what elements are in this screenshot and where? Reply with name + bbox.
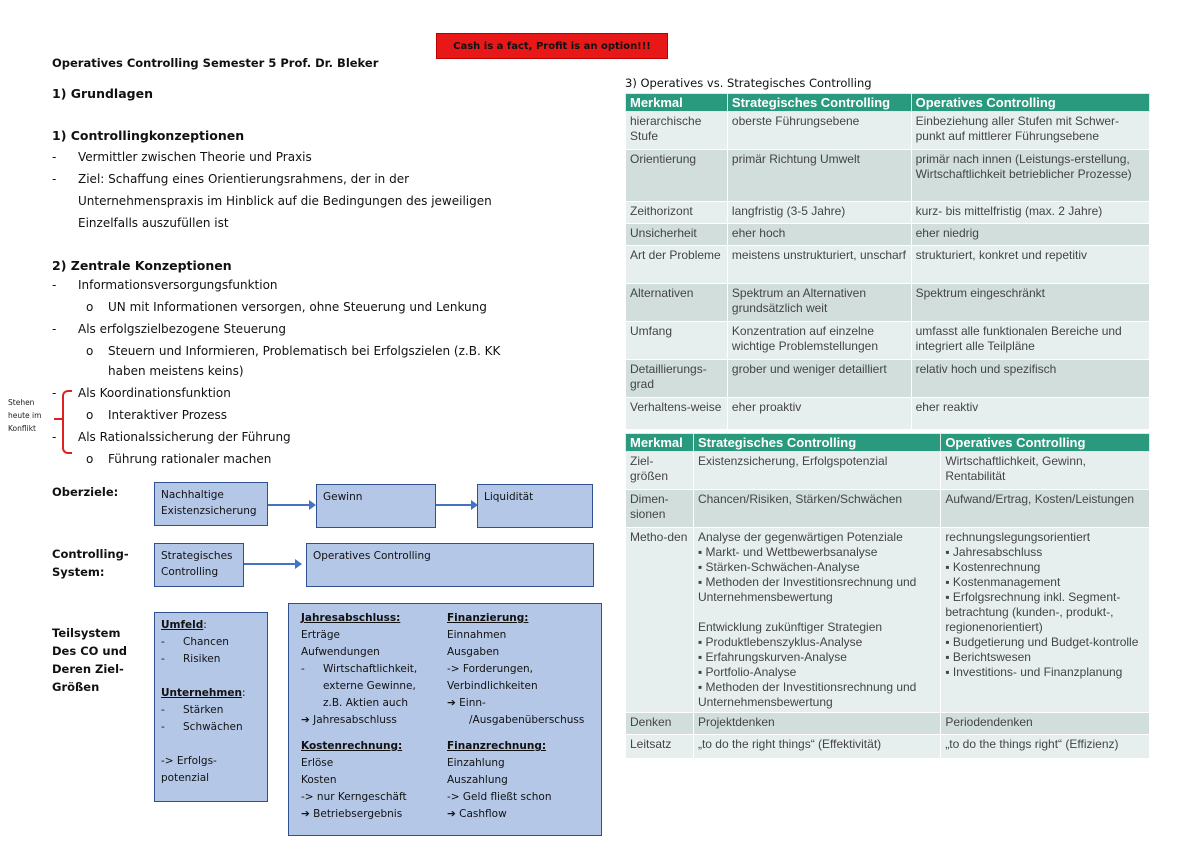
table-row: Dimen-sionen Chancen/Risiken, Stärken/Schwächen Aufwand/Ertrag, Kosten/Leistungen — [626, 490, 1150, 528]
list-item: - Ziel: Schaffung eines Orientierungsrahmens, der in der — [52, 172, 410, 186]
arrow-icon — [244, 563, 296, 565]
sub-list-item: o Interaktiver Prozess — [86, 408, 227, 422]
teilsystem-label: Teilsystem Des CO und Deren Ziel- Größen — [52, 626, 128, 694]
jahresabschluss-block: Jahresabschluss: Erträge Aufwendungen - Wirtschaftlichkeit, externe Gewinne, z.B. Aktien auch ➔ Jahresabschluss — [301, 612, 418, 726]
red-brace-icon — [62, 390, 72, 454]
sub-list-item: o Führung rationaler machen — [86, 452, 272, 466]
arrow-right-icon: ➔ — [447, 808, 456, 820]
table-row: Unsicherheit eher hoch eher niedrig — [626, 224, 1150, 246]
kostenrechnung-block: Kostenrechnung: Erlöse Kosten -> nur Kerngeschäft ➔ Betriebsergebnis — [301, 740, 407, 820]
list-item: - Vermittler zwischen Theorie und Praxis — [52, 150, 312, 164]
list-item-cont: Unternehmenspraxis im Hinblick auf die Bedingungen des jeweiligen — [78, 194, 492, 208]
finanzrechnung-block: Finanzrechnung: Einzahlung Auszahlung -> Geld fließt schon ➔ Cashflow — [447, 740, 552, 820]
oberziele-label: Oberziele: — [52, 485, 119, 499]
finanzierung-block: Finanzierung: Einnahmen Ausgaben -> Forderungen, Verbindlichkeiten ➔ Einn- /Ausgabenüberschuss — [447, 612, 585, 726]
sub-list-item: o UN mit Informationen versorgen, ohne Steuerung und Lenkung — [86, 300, 487, 314]
arrow-right-icon: ➔ — [447, 697, 456, 709]
table-row: hierarchische Stufe oberste Führungsebene Einbeziehung aller Stufen mit Schwer-punkt auf mittlerer Führungsebene — [626, 112, 1150, 150]
sub-list-item-cont: haben meistens keins) — [108, 364, 244, 378]
umfeld-box: Umfeld: - Chancen - Risiken Unternehmen: - Stärken - Schwächen -> Erfolgs- potenzial — [154, 612, 268, 802]
oberziel-gewinn: Gewinn — [316, 484, 436, 528]
table-row: Ziel-größen Existenzsicherung, Erfolgspotenzial Wirtschaftlichkeit, Gewinn, Rentabilität — [626, 452, 1150, 490]
teilsystem-box — [288, 603, 602, 836]
table-row: Denken Projektdenken Periodendenken — [626, 713, 1150, 735]
table-row: Zeithorizont langfristig (3-5 Jahre) kurz- bis mittelfristig (max. 2 Jahre) — [626, 202, 1150, 224]
list-item: - Als Koordinationsfunktion — [52, 386, 231, 400]
controlling-system-label: Controlling- System: — [52, 547, 129, 579]
arrow-icon — [436, 504, 472, 506]
sub-list-item: o Steuern und Informieren, Problematisch bei Erfolgszielen (z.B. KK — [86, 344, 501, 358]
list-item: - Als Rationalssicherung der Führung — [52, 430, 291, 444]
table-header-row — [626, 434, 1150, 452]
header-operativ: Operatives Controlling — [911, 94, 1149, 112]
header-merkmal: Merkmal — [626, 434, 694, 452]
arrow-right-icon: ➔ — [301, 714, 310, 726]
heading-zentrale-konzeptionen: 2) Zentrale Konzeptionen — [52, 258, 232, 273]
table-row: Orientierung primär Richtung Umwelt primär nach innen (Leistungs-erstellung, Wirtschaftlichkeit betrieblicher Prozesse) — [626, 150, 1150, 202]
list-item: - Als erfolgszielbezogene Steuerung — [52, 322, 286, 336]
table-row: Umfang Konzentration auf einzelne wichtige Problemstellungen umfasst alle funktionalen Bereiche und integriert alle Teilpläne — [626, 322, 1150, 360]
document-title: Operatives Controlling Semester 5 Prof. Dr. Bleker — [52, 56, 379, 70]
operatives-controlling-box: Operatives Controlling — [306, 543, 594, 587]
oberziel-existenzsicherung: Nachhaltige Existenzsicherung — [154, 482, 268, 526]
table-row: Alternativen Spektrum an Alternativen grundsätzlich weit Spektrum eingeschränkt — [626, 284, 1150, 322]
heading-controllingkonzeptionen: 1) Controllingkonzeptionen — [52, 128, 245, 143]
motto-banner: Cash is a fact, Profit is an option!!! — [436, 33, 668, 59]
table-row: Verhaltens-weise eher proaktiv eher reaktiv — [626, 398, 1150, 430]
table-row: Leitsatz „to do the right things“ (Effektivität) „to do the things right“ (Effizienz) — [626, 735, 1150, 759]
table-row: Metho-den Analyse der gegenwärtigen Potenziale ▪ Markt- und Wettbewerbsanalyse ▪ Stärken-Schwächen-Analyse ▪ Methoden der Investitionsrechnung und Unternehmensbewertung Entwicklung zukünftiger Strategien ▪ Produktlebenszyklus-Analyse ▪ Erfahrungskurven-Analyse ▪ Portfolio-Analyse ▪ Methoden der Investitionsrechnung und Unternehmensbewertung rechnungslegungsorientiert ▪ Jahresabschluss ▪ Kostenrechnung ▪ Kostenmanagement ▪ Erfolgsrechnung inkl. Segment-betrachtung (kunden-, produkt-, regionenorientiert) ▪ Budgetierung und Budget-kontrolle ▪ Berichtswesen ▪ Investitions- und Finanzplanung — [626, 528, 1150, 713]
header-operativ: Operatives Controlling — [941, 434, 1150, 452]
header-strategisch: Strategisches Controlling — [693, 434, 940, 452]
list-item-cont: Einzelfalls auszufüllen ist — [78, 216, 229, 230]
header-strategisch: Strategisches Controlling — [727, 94, 911, 112]
table-section-title: 3) Operatives vs. Strategisches Controlling — [625, 76, 872, 90]
table-row: Detaillierungs-grad grober und weniger detailliert relativ hoch und spezifisch — [626, 360, 1150, 398]
list-item: - Informationsversorgungsfunktion — [52, 278, 278, 292]
table-row: Art der Probleme meistens unstrukturiert, unscharf strukturiert, konkret und repetitiv — [626, 246, 1150, 284]
comparison-table-1 — [625, 93, 1150, 430]
header-merkmal: Merkmal — [626, 94, 728, 112]
brace-tip-icon — [54, 418, 62, 420]
strategisches-controlling-box: Strategisches Controlling — [154, 543, 244, 587]
table-header-row — [626, 94, 1150, 112]
arrow-right-icon: ➔ — [301, 808, 310, 820]
comparison-table-2 — [625, 433, 1150, 759]
methoden-operativ: rechnungslegungsorientiert ▪ Jahresabschluss ▪ Kostenrechnung ▪ Kostenmanagement ▪ Erfolgsrechnung inkl. Segment-betrachtung (kunden-, produkt-, regionenorientiert) ▪ Budgetierung und Budget-kontrolle ▪ Berichtswesen ▪ Investitions- und Finanzplanung — [941, 528, 1150, 713]
arrow-icon — [268, 504, 310, 506]
margin-note: Stehen heute im Konflikt — [8, 398, 42, 433]
heading-grundlagen: 1) Grundlagen — [52, 86, 153, 101]
oberziel-liquiditaet: Liquidität — [477, 484, 593, 528]
methoden-strategisch: Analyse der gegenwärtigen Potenziale ▪ Markt- und Wettbewerbsanalyse ▪ Stärken-Schwächen-Analyse ▪ Methoden der Investitionsrechnung und Unternehmensbewertung Entwicklung zukünftiger Strategien ▪ Produktlebenszyklus-Analyse ▪ Erfahrungskurven-Analyse ▪ Portfolio-Analyse ▪ Methoden der Investitionsrechnung und Unternehmensbewertung — [693, 528, 940, 713]
